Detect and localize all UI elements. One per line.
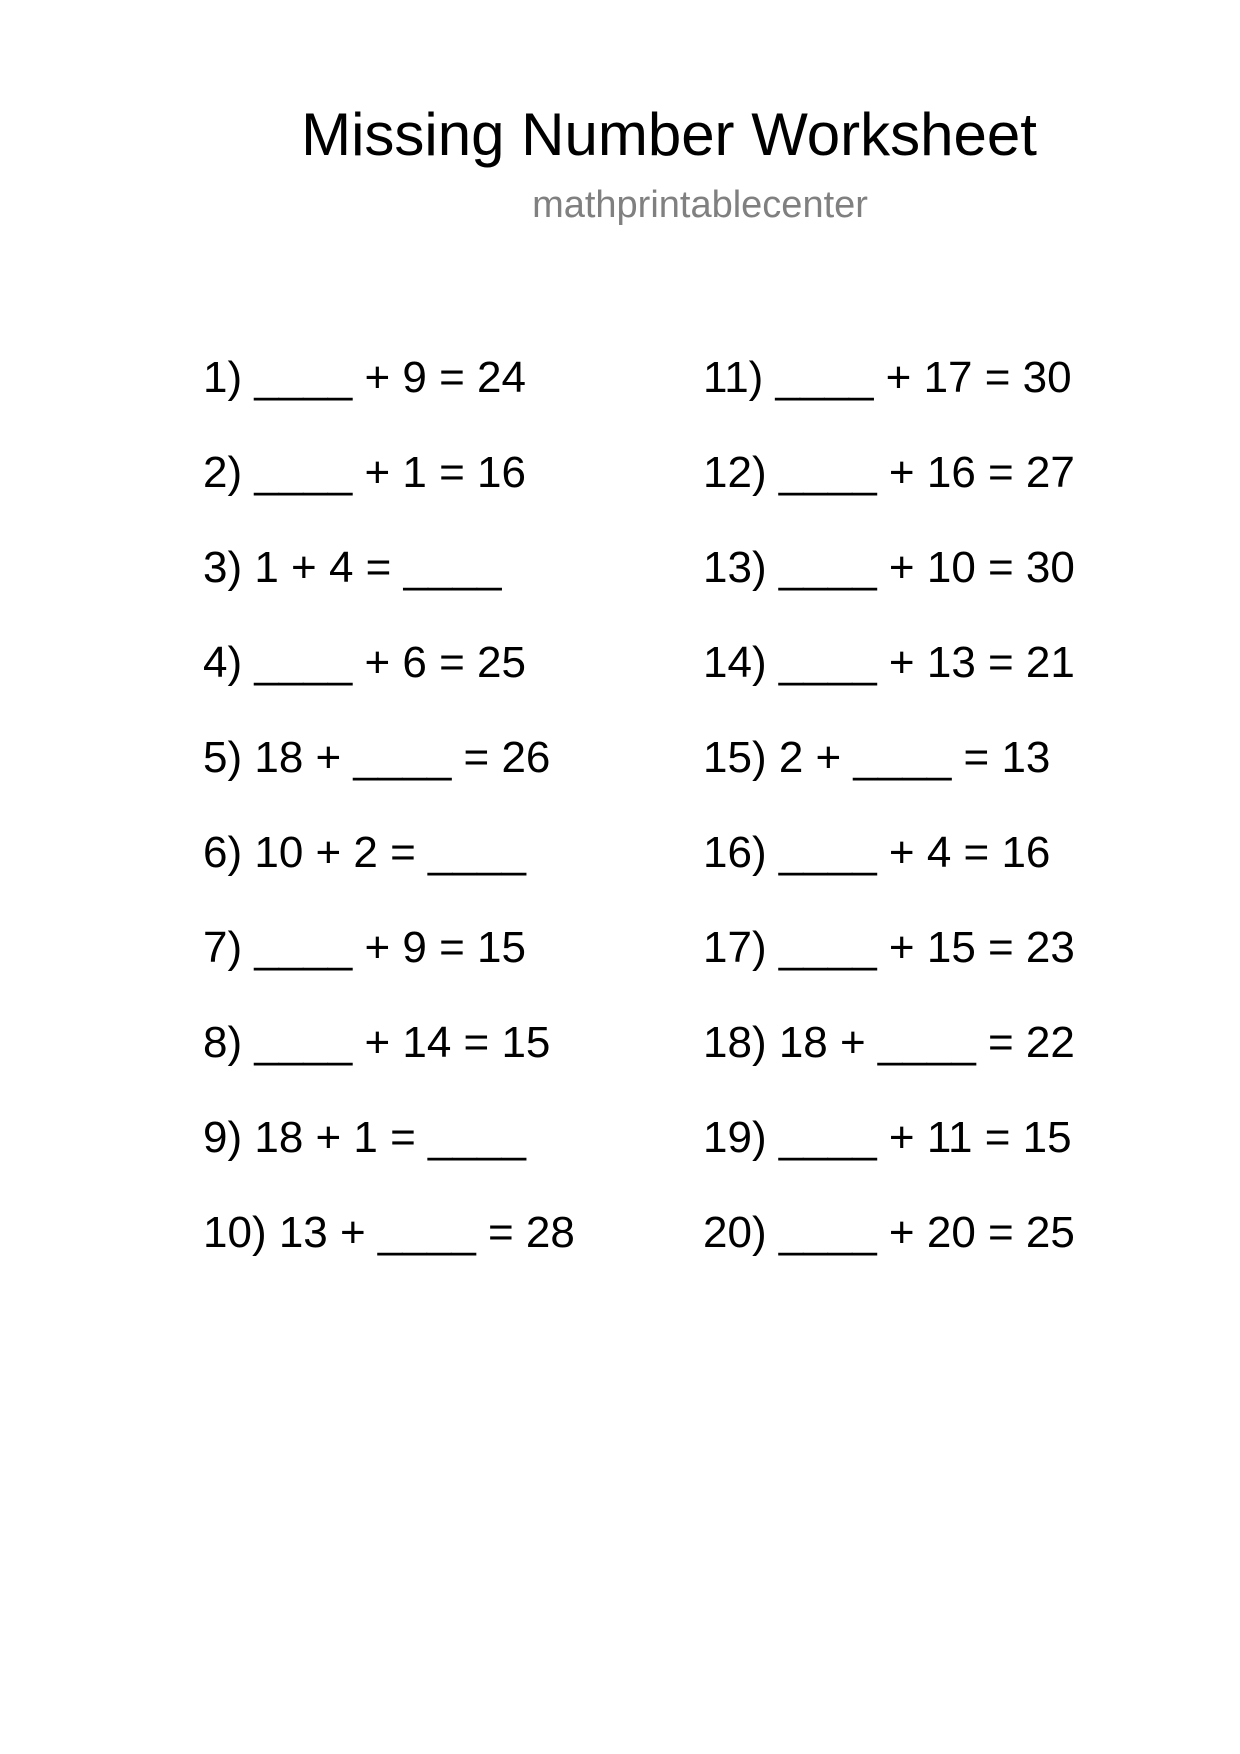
problem-15: 15) 2 + ____ = 13 bbox=[703, 733, 1051, 782]
problem-20: 20) ____ + 20 = 25 bbox=[703, 1208, 1075, 1257]
problem-7: 7) ____ + 9 = 15 bbox=[203, 923, 526, 972]
problem-14: 14) ____ + 13 = 21 bbox=[703, 638, 1075, 687]
problem-2: 2) ____ + 1 = 16 bbox=[203, 448, 526, 497]
problem-6: 6) 10 + 2 = ____ bbox=[203, 828, 526, 877]
problem-17: 17) ____ + 15 = 23 bbox=[703, 923, 1075, 972]
problem-5: 5) 18 + ____ = 26 bbox=[203, 733, 551, 782]
problem-1: 1) ____ + 9 = 24 bbox=[203, 353, 526, 402]
problem-4: 4) ____ + 6 = 25 bbox=[203, 638, 526, 687]
problem-13: 13) ____ + 10 = 30 bbox=[703, 543, 1075, 592]
worksheet-subtitle: mathprintablecenter bbox=[532, 184, 868, 226]
problem-8: 8) ____ + 14 = 15 bbox=[203, 1018, 551, 1067]
problem-18: 18) 18 + ____ = 22 bbox=[703, 1018, 1075, 1067]
problem-10: 10) 13 + ____ = 28 bbox=[203, 1208, 575, 1257]
problem-9: 9) 18 + 1 = ____ bbox=[203, 1113, 526, 1162]
problem-16: 16) ____ + 4 = 16 bbox=[703, 828, 1051, 877]
problem-11: 11) ____ + 17 = 30 bbox=[703, 353, 1072, 402]
problem-3: 3) 1 + 4 = ____ bbox=[203, 543, 502, 592]
problem-12: 12) ____ + 16 = 27 bbox=[703, 448, 1075, 497]
worksheet-title: Missing Number Worksheet bbox=[301, 101, 1037, 168]
problem-19: 19) ____ + 11 = 15 bbox=[703, 1113, 1072, 1162]
